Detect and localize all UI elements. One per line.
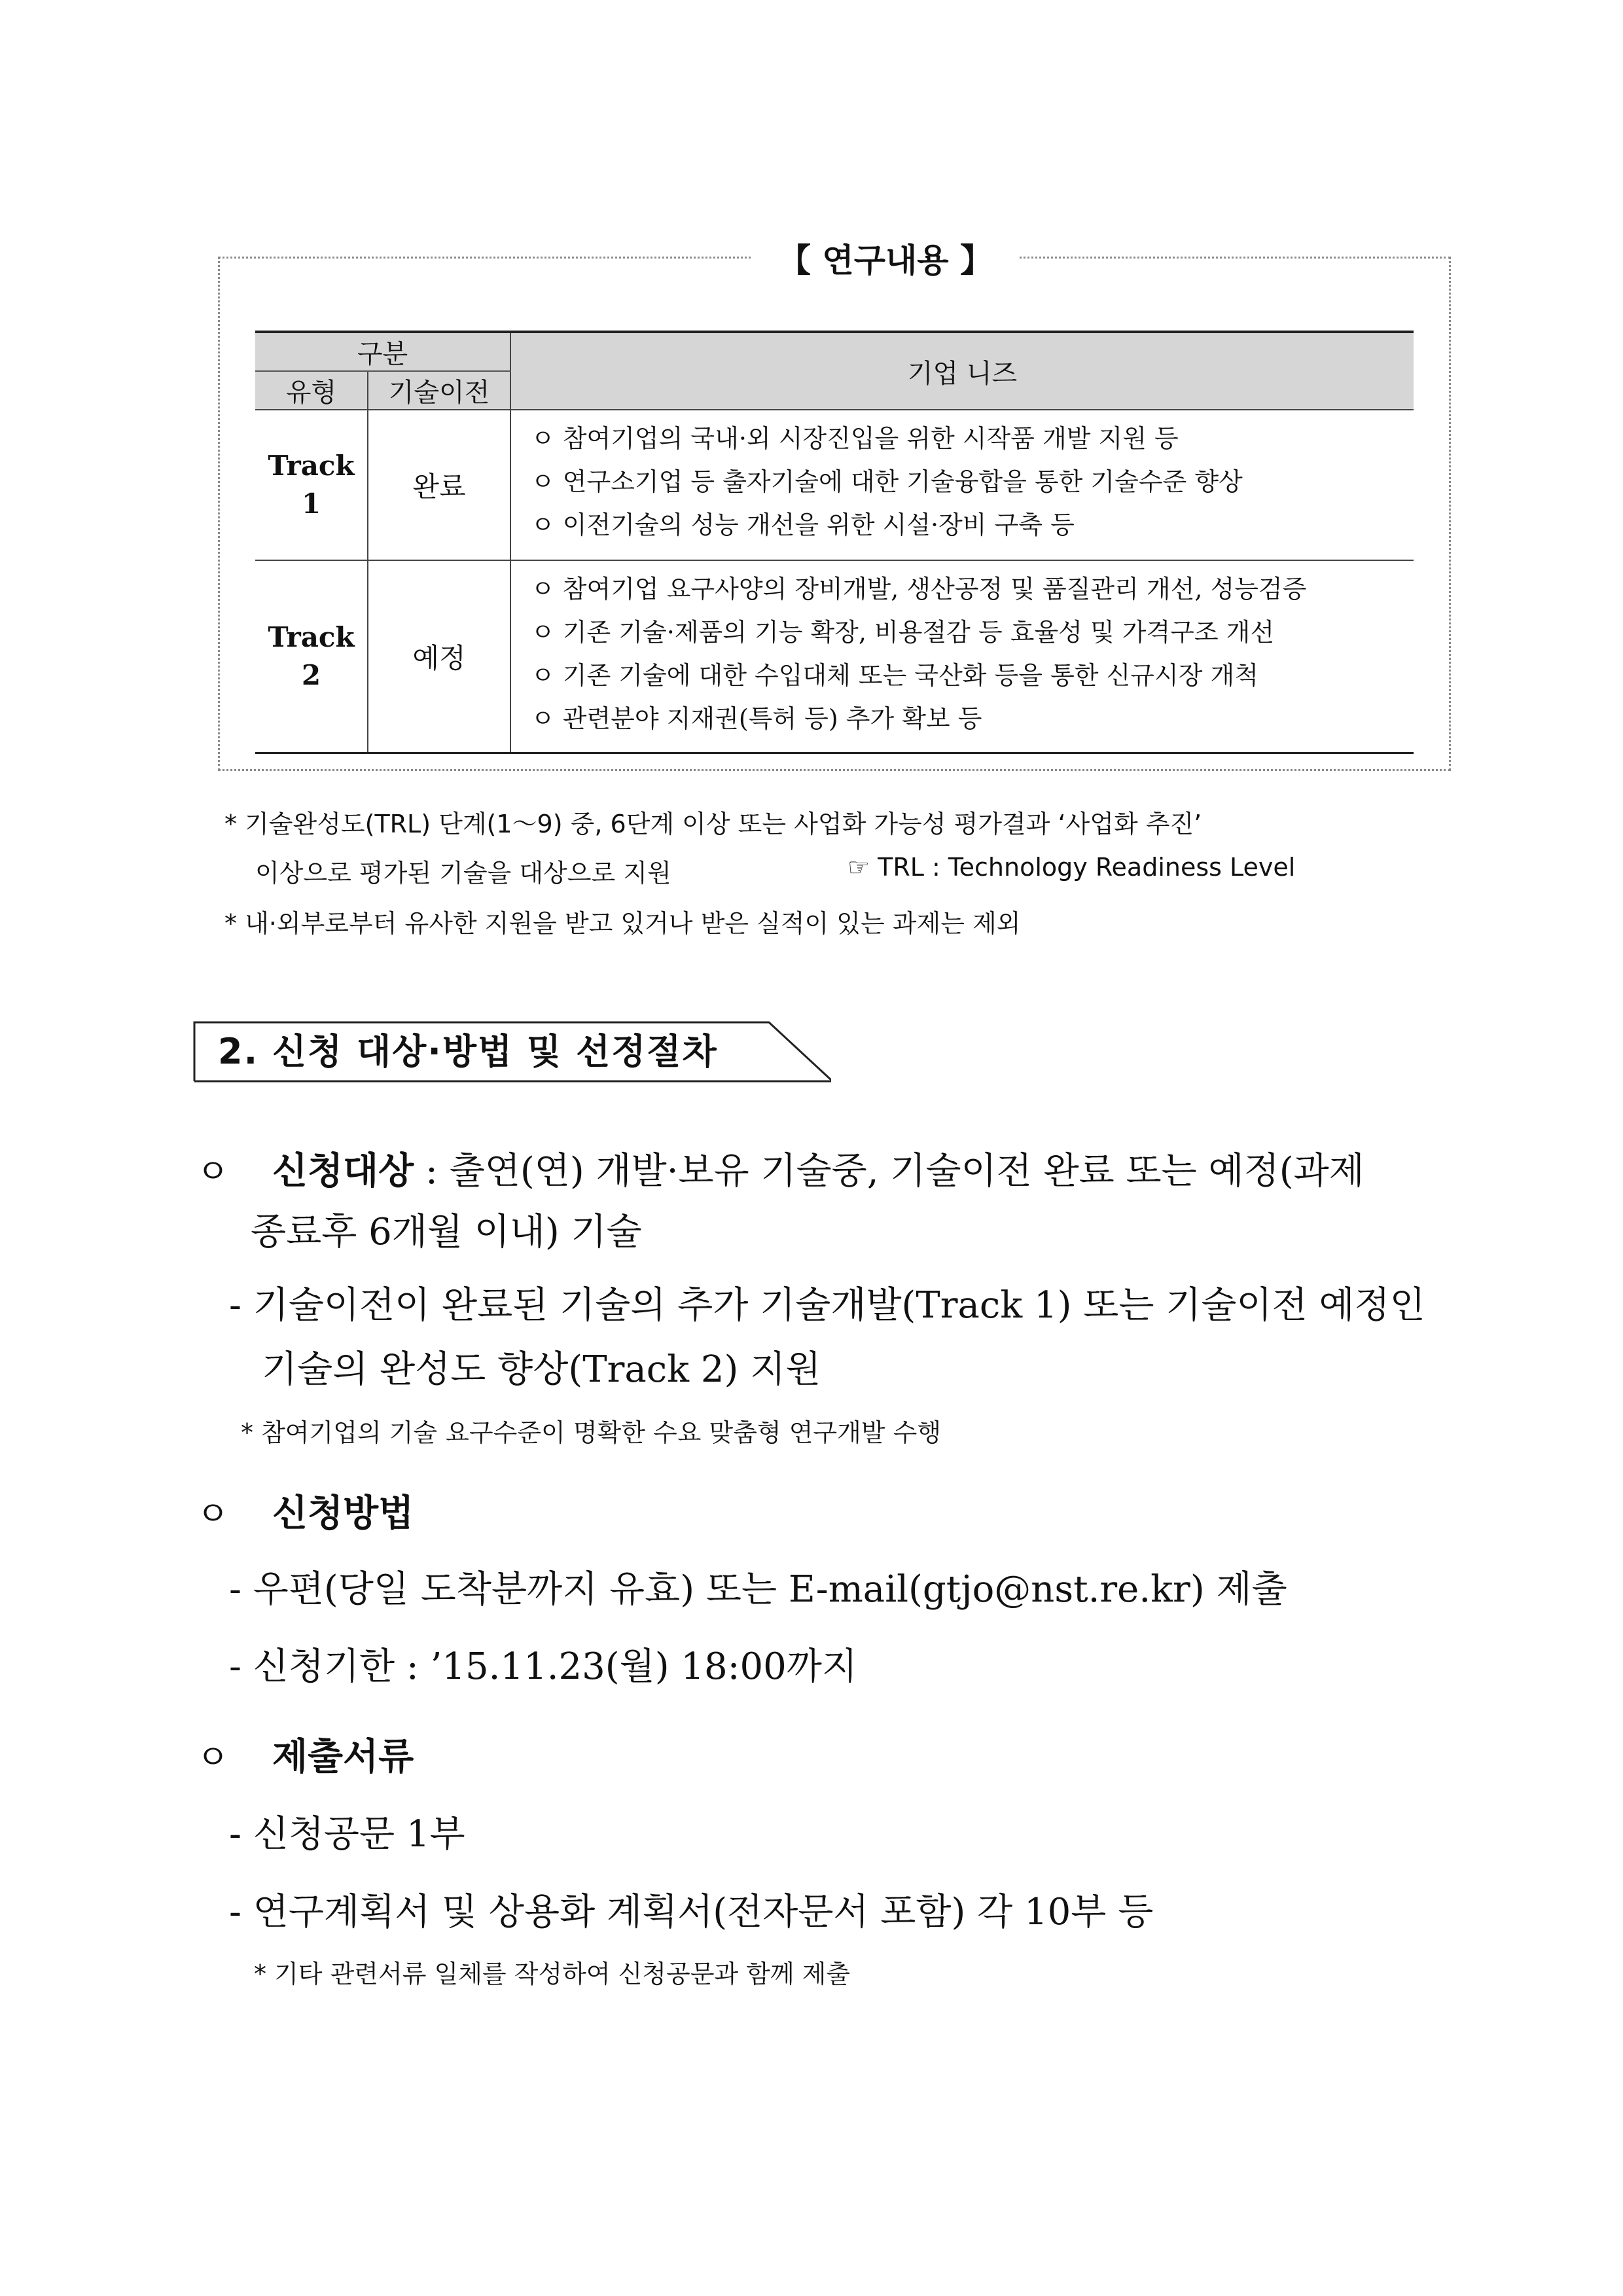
needs-item: ㅇ 연구소기업 등 출자기술에 대한 기술융합을 통한 기술수준 향상 (531, 467, 1243, 496)
table-row (255, 410, 1414, 560)
needs-item: ㅇ 이전기술의 성능 개선을 위한 시설·장비 구축 등 (531, 511, 1075, 539)
header-needs: 기업 니즈 (510, 332, 1414, 410)
track-cell: Track 1 (255, 410, 368, 560)
section-title: 2. 신청 대상·방법 및 선정절차 (218, 1031, 718, 1072)
header-type: 유형 (255, 371, 368, 410)
target-line-continued: 종료후 6개월 이내) 기술 (251, 1211, 642, 1253)
table-header-row-1 (255, 332, 1414, 371)
section-heading (193, 1020, 831, 1083)
target-line (196, 1142, 1364, 1194)
bullet: ㅇ (196, 1153, 230, 1192)
needs-item: ㅇ 기존 기술·제품의 기능 확장, 비용절감 등 효율성 및 가격구조 개선 (531, 618, 1275, 647)
needs-item: ㅇ 기존 기술에 대한 수입대체 또는 국산화 등을 통한 신규시장 개척 (531, 661, 1258, 690)
header-group: 구분 (255, 332, 510, 371)
bullet: ㅇ (196, 1495, 230, 1534)
status-cell: 완료 (368, 410, 510, 560)
method-label: 신청방법 (272, 1492, 414, 1535)
needs-item: ㅇ 참여기업의 국내·외 시장진입을 위한 시작품 개발 지원 등 (531, 424, 1179, 453)
research-table (255, 331, 1414, 754)
needs-item: ㅇ 관련분야 지재권(특허 등) 추가 확보 등 (531, 704, 982, 733)
exclusion-note: * 내·외부로부터 유사한 지원을 받고 있거나 받은 실적이 있는 과제는 제외 (224, 909, 1021, 938)
docs-sub-item: - 연구계획서 및 상용화 계획서(전자문서 포함) 각 10부 등 (229, 1891, 1154, 1933)
needs-cell (510, 560, 1414, 753)
trl-definition: ☞ TRL : Technology Readiness Level (847, 853, 1296, 882)
method-line (196, 1484, 414, 1537)
docs-note: * 기타 관련서류 일체를 작성하여 신청공문과 함께 제출 (254, 1960, 851, 1988)
method-deadline: - 신청기한 : ’15.11.23(월) 18:00까지 (229, 1645, 857, 1688)
target-label: 신청대상 (272, 1149, 414, 1193)
target-sub-item: - 기술이전이 완료된 기술의 추가 기술개발(Track 1) 또는 기술이전 예정인 (229, 1284, 1425, 1327)
needs-item: ㅇ 참여기업 요구사양의 장비개발, 생산공정 및 품질관리 개선, 성능검증 (531, 575, 1307, 603)
needs-cell (510, 410, 1414, 560)
research-content-title: 【 연구내용 】 (751, 241, 1020, 280)
trl-note: * 기술완성도(TRL) 단계(1～9) 중, 6단계 이상 또는 사업화 가능성 평가결과 ‘사업화 추진’ (224, 810, 1202, 838)
bullet: ㅇ (196, 1738, 230, 1778)
table-row (255, 560, 1414, 753)
trl-note-continued: 이상으로 평가된 기술을 대상으로 지원 (255, 859, 671, 888)
track-cell: Track 2 (255, 560, 368, 753)
docs-sub-item: - 신청공문 1부 (229, 1813, 465, 1856)
header-transfer: 기술이전 (368, 371, 510, 410)
target-sub-item-continued: 기술의 완성도 향상(Track 2) 지원 (262, 1348, 821, 1391)
docs-line (196, 1728, 414, 1780)
status-cell: 예정 (368, 560, 510, 753)
method-sub-item: - 우편(당일 도착분까지 유효) 또는 E-mail(gtjo@nst.re.kr) 제출 (229, 1568, 1287, 1611)
target-note: * 참여기업의 기술 요구수준이 명확한 수요 맞춤형 연구개발 수행 (241, 1418, 942, 1447)
docs-label: 제출서류 (272, 1735, 414, 1778)
target-text: : 출연(연) 개발·보유 기술중, 기술이전 완료 또는 예정(과제 (414, 1150, 1364, 1193)
